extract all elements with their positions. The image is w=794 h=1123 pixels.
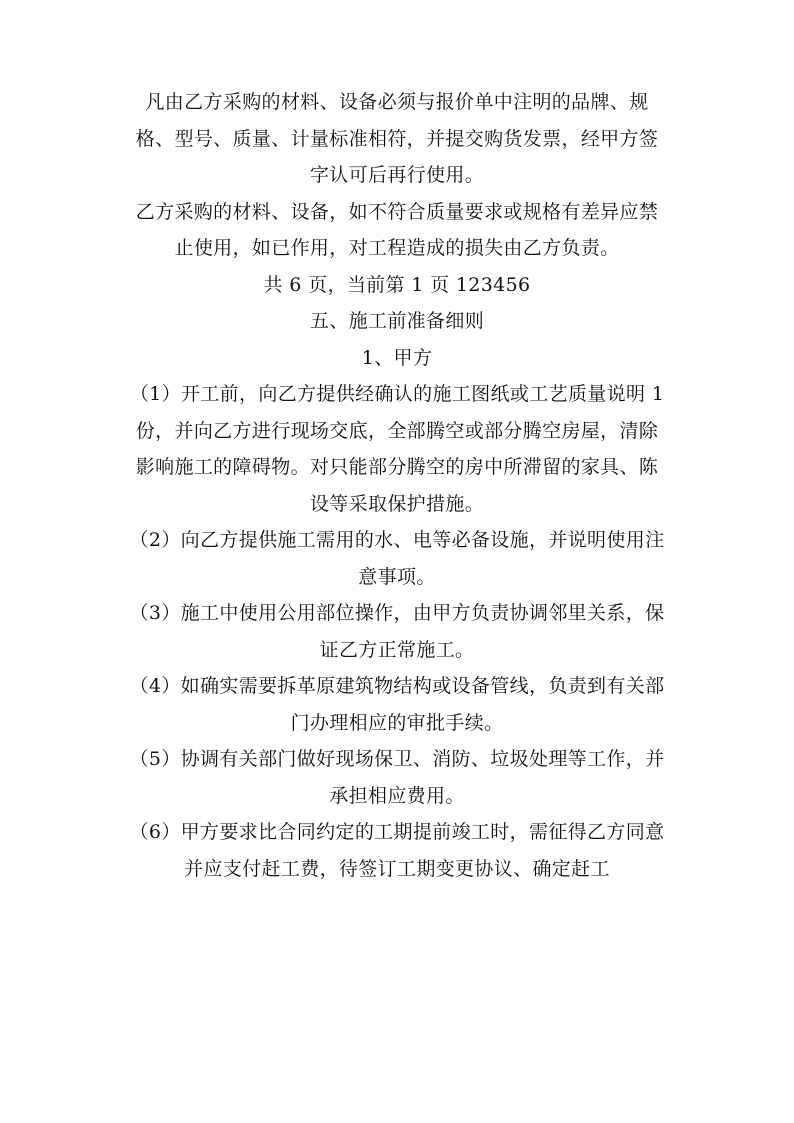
list-item-2: （2）向乙方提供施工需用的水、电等必备设施，并说明使用注意事项。 — [129, 529, 665, 588]
list-item-1: （1）开工前，向乙方提供经确认的施工图纸或工艺质量说明 1 份，并向乙方进行现场交底，全部腾空或部分腾空房屋，清除影响施工的障碍物。对只能部分腾空的房中所滞留的家具、陈设等采取保护措施。 — [129, 383, 665, 515]
document-body — [128, 84, 666, 887]
list-item-3: （3）施工中使用公用部位操作，由甲方负责协调邻里关系，保证乙方正常施工。 — [129, 602, 665, 661]
page-count-line: 共 6 页，当前第 1 页 123456 — [263, 273, 531, 296]
paragraph-material-quality: 乙方采购的材料、设备，如不符合质量要求或规格有差异应禁止使用，如已作用，对工程造成的损失由乙方负责。 — [135, 200, 659, 259]
paragraph-material-procurement: 凡由乙方采购的材料、设备必须与报价单中注明的品牌、规格、型号、质量、计量标准相符，并提交购货发票，经甲方签字认可后再行使用。 — [135, 91, 659, 186]
list-item-6: （6）甲方要求比合同约定的工期提前竣工时，需征得乙方同意并应支付赶工费，待签订工期变更协议、确定赶工 — [129, 821, 665, 880]
list-item-4: （4）如确实需要拆革原建筑物结构或设备管线，负责到有关部门办理相应的审批手续。 — [129, 675, 665, 734]
subsection-heading: 1、甲方 — [361, 346, 433, 369]
list-item-5: （5）协调有关部门做好现场保卫、消防、垃圾处理等工作，并承担相应费用。 — [129, 748, 665, 807]
section-heading: 五、施工前准备细则 — [309, 310, 485, 332]
